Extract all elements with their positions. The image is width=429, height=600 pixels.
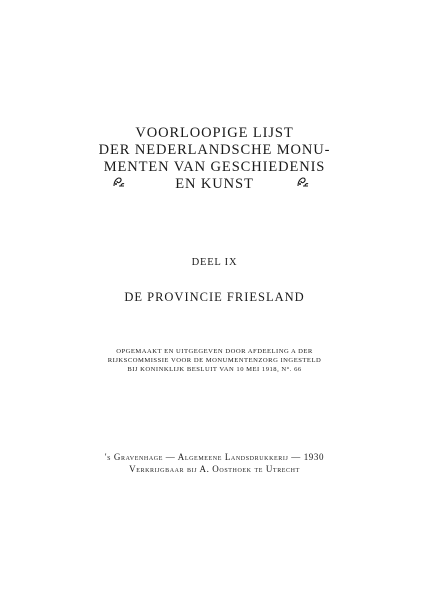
province-title: DE PROVINCIE FRIESLAND [124, 290, 305, 304]
imprint-line-2: Verkrijgbaar bij A. Oosthoek te Utrecht [129, 464, 300, 474]
title-line-3: MENTEN VAN GESCHIEDENIS [103, 159, 326, 175]
publication-note-line-1: OPGEMAAKT EN UITGEGEVEN DOOR AFDEELING A DER [116, 348, 313, 355]
title-line-1: VOORLOOPIGE LIJST [135, 125, 294, 141]
printers-fleuron-icon [297, 177, 309, 187]
publication-note-line-2: RIJKSCOMMISSIE VOOR DE MONUMENTENZORG INGESTELD [107, 357, 322, 364]
publication-note-line-3: BIJ KONINKLIJK BESLUIT VAN 10 MEI 1918, N°. 66 [127, 366, 302, 373]
title-line-2: DER NEDERLANDSCHE MONU- [98, 142, 331, 158]
title-line-4: EN KUNST [175, 176, 254, 192]
volume-number: DEEL IX [191, 257, 238, 268]
imprint-line-1: 's Gravenhage — Algemeene Landsdrukkerij — 1930 [104, 452, 325, 462]
printers-fleuron-icon [113, 177, 125, 187]
